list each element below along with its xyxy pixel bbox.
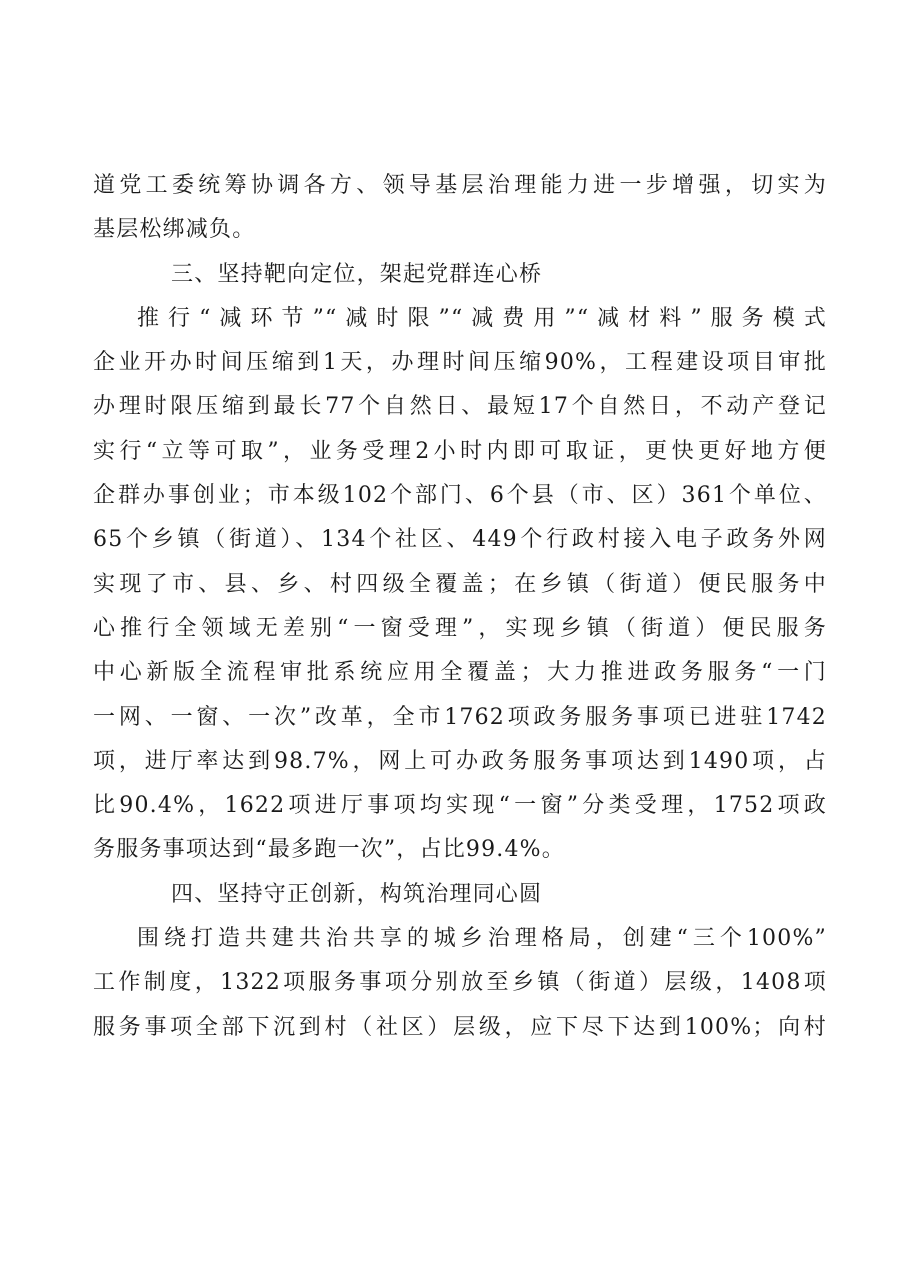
text-line: 务服务事项达到“最多跑一次”，占比99.4%。 (93, 837, 565, 863)
text-line: 一网、一窗、一次”改革，全市1762项政务服务事项已进驻1742 (93, 704, 827, 730)
section-heading-4 (93, 873, 827, 917)
paragraph-services (93, 297, 827, 873)
text-line: 项，进厅率达到98.7%，网上可办政务服务事项达到1490项，占 (93, 748, 827, 774)
text-line: 企业开办时间压缩到1天，办理时间压缩90%，工程建设项目审批 (93, 350, 827, 376)
text-line: 办理时限压缩到最长77个自然日、最短17个自然日，不动产登记 (93, 394, 827, 420)
document-page (93, 164, 827, 1050)
text-line: 65个乡镇（街道）、134个社区、449个行政村接入电子政务外网 (93, 527, 827, 553)
text-line: 心推行全领域无差别“一窗受理”，实现乡镇（街道）便民服务 (93, 615, 827, 641)
heading-text: 四、坚持守正创新，构筑治理同心圆 (171, 881, 543, 907)
paragraph-governance (93, 917, 827, 1050)
text-line: 实现了市、县、乡、村四级全覆盖；在乡镇（街道）便民服务中 (93, 571, 827, 597)
text-line: 基层松绑减负。 (93, 217, 256, 243)
text-line: 道党工委统筹协调各方、领导基层治理能力进一步增强，切实为 (93, 173, 827, 198)
text-line: 企群办事创业；市本级102个部门、6个县（市、区）361个单位、 (93, 483, 827, 509)
heading-text: 三、坚持靶向定位，架起党群连心桥 (171, 261, 543, 287)
text-line: 比90.4%，1622项进厅事项均实现“一窗”分类受理，1752项政 (93, 793, 827, 819)
paragraph-continuation (93, 164, 827, 253)
section-heading-3 (93, 253, 827, 297)
text-line: 推行“减环节”“减时限”“减费用”“减材料”服务模式 (137, 305, 827, 331)
text-line: 服务事项全部下沉到村（社区）层级，应下尽下达到100%；向村 (93, 1014, 827, 1040)
text-line: 围绕打造共建共治共享的城乡治理格局，创建“三个100%” (137, 926, 827, 952)
text-line: 工作制度，1322项服务事项分别放至乡镇（街道）层级，1408项 (93, 970, 827, 996)
text-line: 实行“立等可取”，业务受理2小时内即可取证，更快更好地方便 (93, 438, 827, 464)
text-line: 中心新版全流程审批系统应用全覆盖；大力推进政务服务“一门 (93, 660, 827, 686)
